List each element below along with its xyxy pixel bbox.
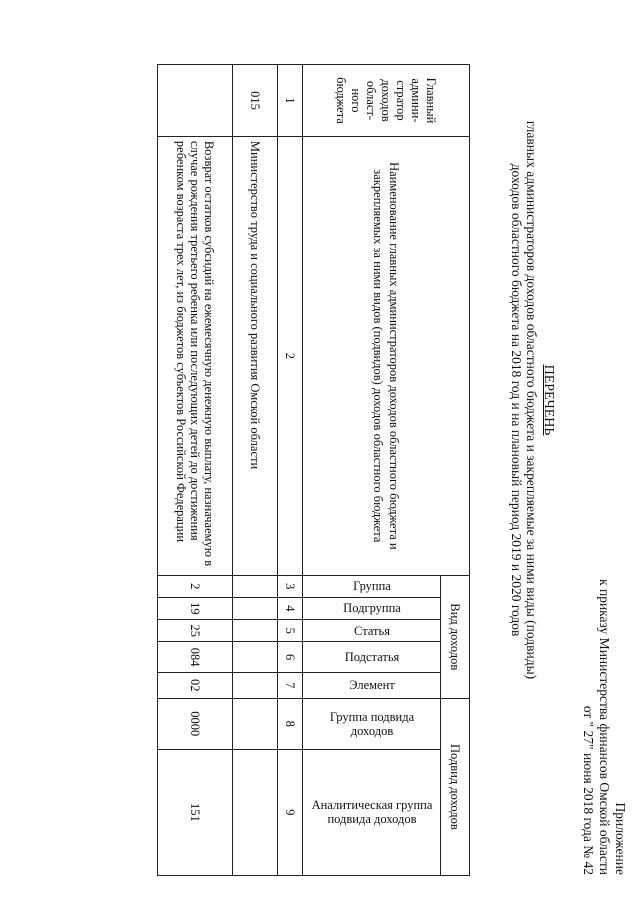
code-podstatya: 084	[158, 642, 233, 672]
row-admin-code	[158, 65, 233, 137]
appendix-line-2: к приказу Министерства финансов Омской области	[597, 579, 612, 875]
header-gruppa: Группа	[303, 575, 441, 597]
appendix-note	[580, 579, 628, 875]
row-admin-code: 015	[233, 65, 278, 137]
header-row-1	[441, 65, 470, 876]
col-num-5: 5	[278, 620, 303, 642]
appendix-line-3: от " 27" июня 2018 года № 42	[581, 705, 596, 875]
header-element: Элемент	[303, 672, 441, 698]
row-name: Министерство труда и социального развития Омской области	[233, 136, 278, 575]
code-analit: 151	[158, 749, 233, 875]
title-heading: ПЕРЕЧЕНЬ	[541, 364, 556, 436]
title-line-1: главных администраторов доходов областного бюджета и закрепляемые за ними виды (подвиды)	[524, 120, 540, 680]
col-num-7: 7	[278, 672, 303, 698]
header-analit: Аналитическая группа подвида доходов	[303, 749, 441, 875]
col-num-8: 8	[278, 698, 303, 749]
col-num-2: 2	[278, 136, 303, 575]
col-num-4: 4	[278, 597, 303, 619]
document-title	[509, 120, 557, 680]
revenue-table	[157, 64, 470, 876]
column-numbers-row	[278, 65, 303, 876]
code-gruppa-podvida: 0000	[158, 698, 233, 749]
code-gruppa: 2	[158, 575, 233, 597]
header-name: Наименование главных администраторов доходов областного бюджета и закрепляемых за ними видов (подвидов) доходов областного бюджета	[303, 136, 470, 575]
header-statya: Статья	[303, 620, 441, 642]
code-podgruppa: 19	[158, 597, 233, 619]
header-podstatya: Подстатья	[303, 642, 441, 672]
row-name: Возврат остатков субсидий на ежемесячную денежную выплату, назначаемую в случае рождения третьего ребенка или последующих детей до достижения ребенком возраста трех лет, из бюджетов субъектов Российской Федерации	[158, 136, 233, 575]
col-num-6: 6	[278, 642, 303, 672]
col-num-1: 1	[278, 65, 303, 137]
col-num-3: 3	[278, 575, 303, 597]
header-podgruppa: Подгруппа	[303, 597, 441, 619]
header-admin: Главный админи- стратор доходов област- ного бюджета	[303, 65, 470, 137]
table-row	[158, 65, 233, 876]
code-statya: 25	[158, 620, 233, 642]
col-num-9: 9	[278, 749, 303, 875]
appendix-line-1: Приложение	[613, 802, 628, 875]
header-podvid-group: Подвид доходов	[441, 698, 470, 875]
header-vid-group: Вид доходов	[441, 575, 470, 698]
table-row	[233, 65, 278, 876]
code-element: 02	[158, 672, 233, 698]
header-gruppa-podvida: Группа подвида доходов	[303, 698, 441, 749]
title-line-2: доходов областного бюджета на 2018 год и на плановый период 2019 и 2020 годов	[509, 163, 524, 637]
